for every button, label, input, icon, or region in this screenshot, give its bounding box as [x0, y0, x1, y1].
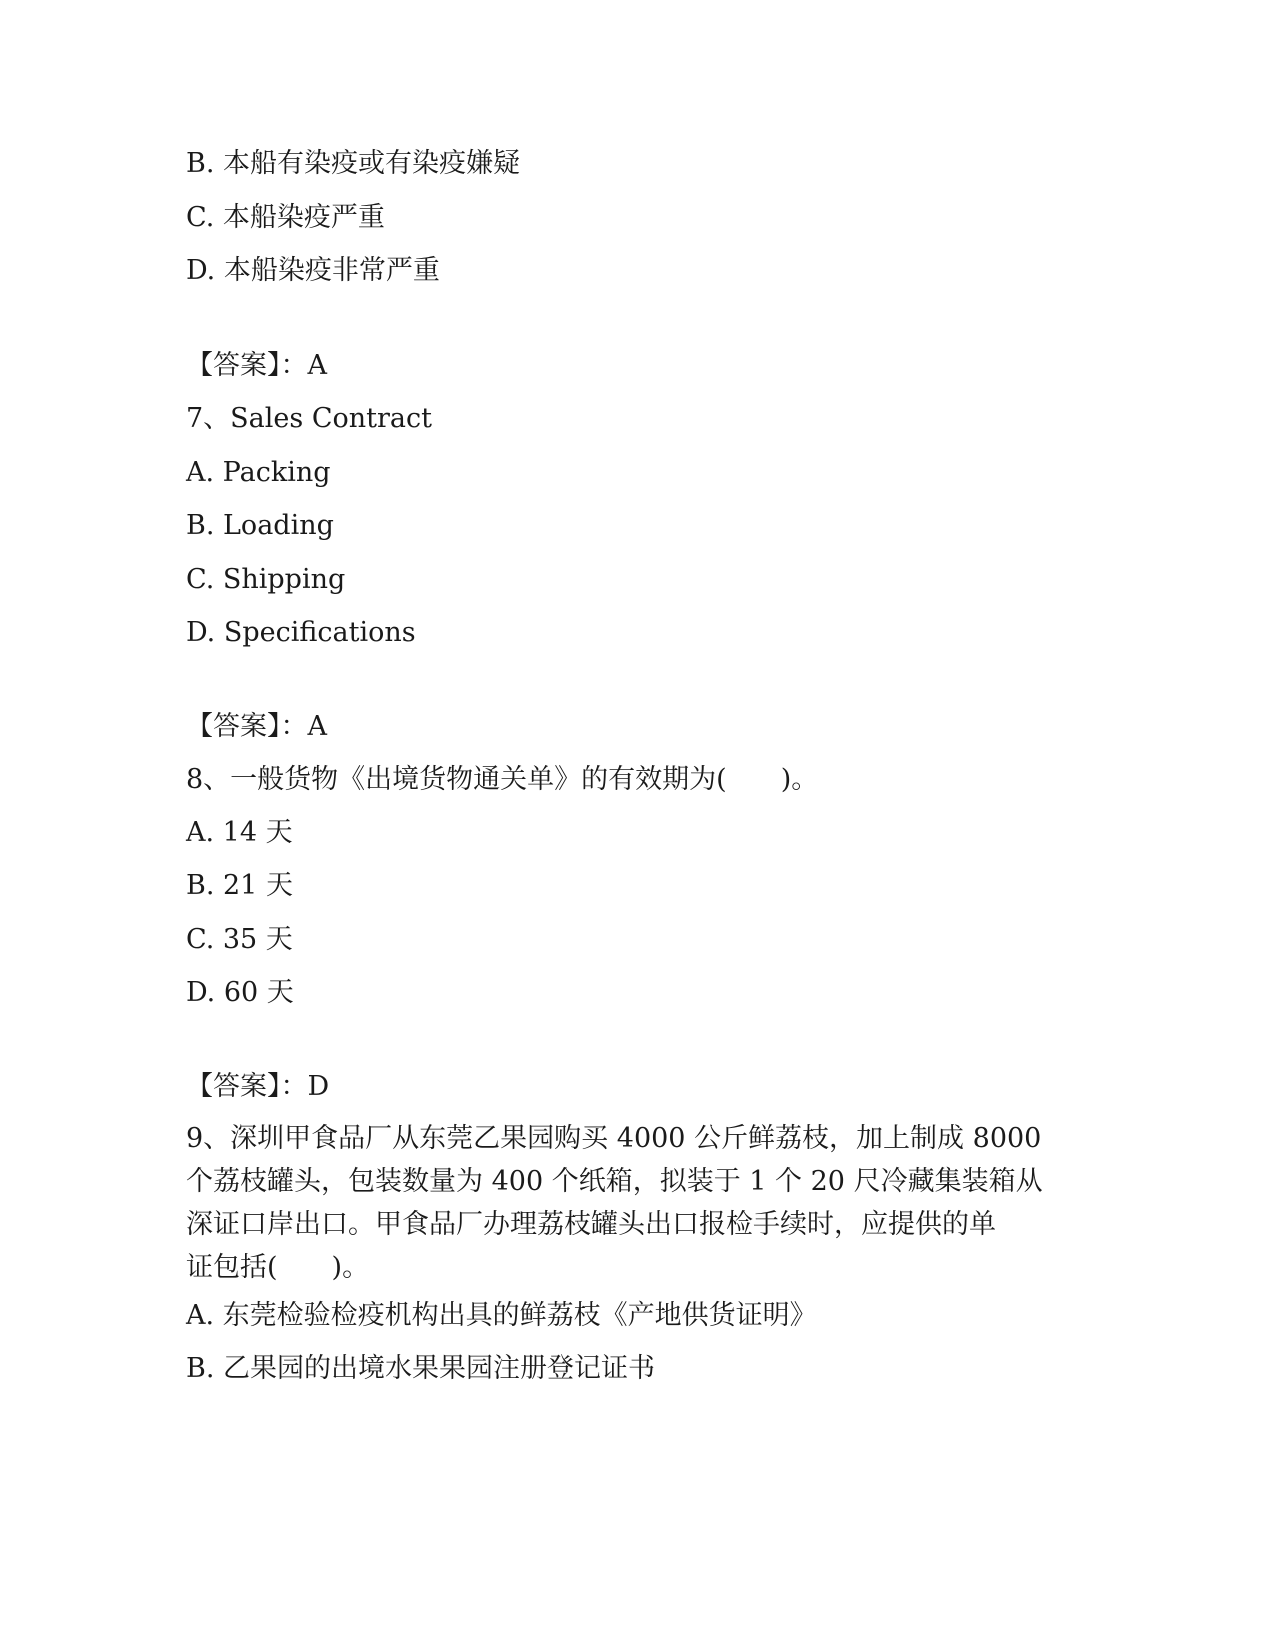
q7-answer: 【答案】：A — [186, 711, 327, 742]
q8-option-c: C. 35 天 — [186, 924, 293, 955]
q9-question — [186, 1117, 1086, 1289]
q7-option-b: B. Loading — [186, 510, 334, 541]
q7-option-d: D. Specifications — [186, 617, 416, 648]
q9-option-b: B. 乙果园的出境水果果园注册登记证书 — [186, 1353, 656, 1384]
q8-answer: 【答案】：D — [186, 1071, 330, 1102]
q7-option-c: C. Shipping — [186, 564, 346, 595]
q7-option-a: A. Packing — [186, 457, 331, 488]
q9-question-line: 深证口岸出口。甲食品厂办理荔枝罐头出口报检手续时，应提供的单 — [186, 1209, 996, 1240]
q8-question: 8、一般货物《出境货物通关单》的有效期为( )。 — [186, 764, 819, 795]
q6-option-d: D. 本船染疫非常严重 — [186, 255, 440, 286]
q7-question: 7、Sales Contract — [186, 403, 432, 434]
q6-option-b: B. 本船有染疫或有染疫嫌疑 — [186, 148, 521, 179]
q6-option-c: C. 本船染疫严重 — [186, 202, 385, 233]
q8-option-d: D. 60 天 — [186, 977, 294, 1008]
q9-question-line: 证包括( )。 — [186, 1252, 370, 1283]
q6-answer: 【答案】：A — [186, 350, 327, 381]
q9-question-line: 个荔枝罐头，包装数量为 400 个纸箱，拟装于 1 个 20 尺冷藏集装箱从 — [186, 1166, 1043, 1197]
q9-option-a: A. 东莞检验检疫机构出具的鲜荔枝《产地供货证明》 — [186, 1300, 817, 1331]
q8-option-a: A. 14 天 — [186, 817, 293, 848]
q8-option-b: B. 21 天 — [186, 870, 293, 901]
q9-question-line: 9、深圳甲食品厂从东莞乙果园购买 4000 公斤鲜荔枝，加上制成 8000 — [186, 1123, 1042, 1154]
